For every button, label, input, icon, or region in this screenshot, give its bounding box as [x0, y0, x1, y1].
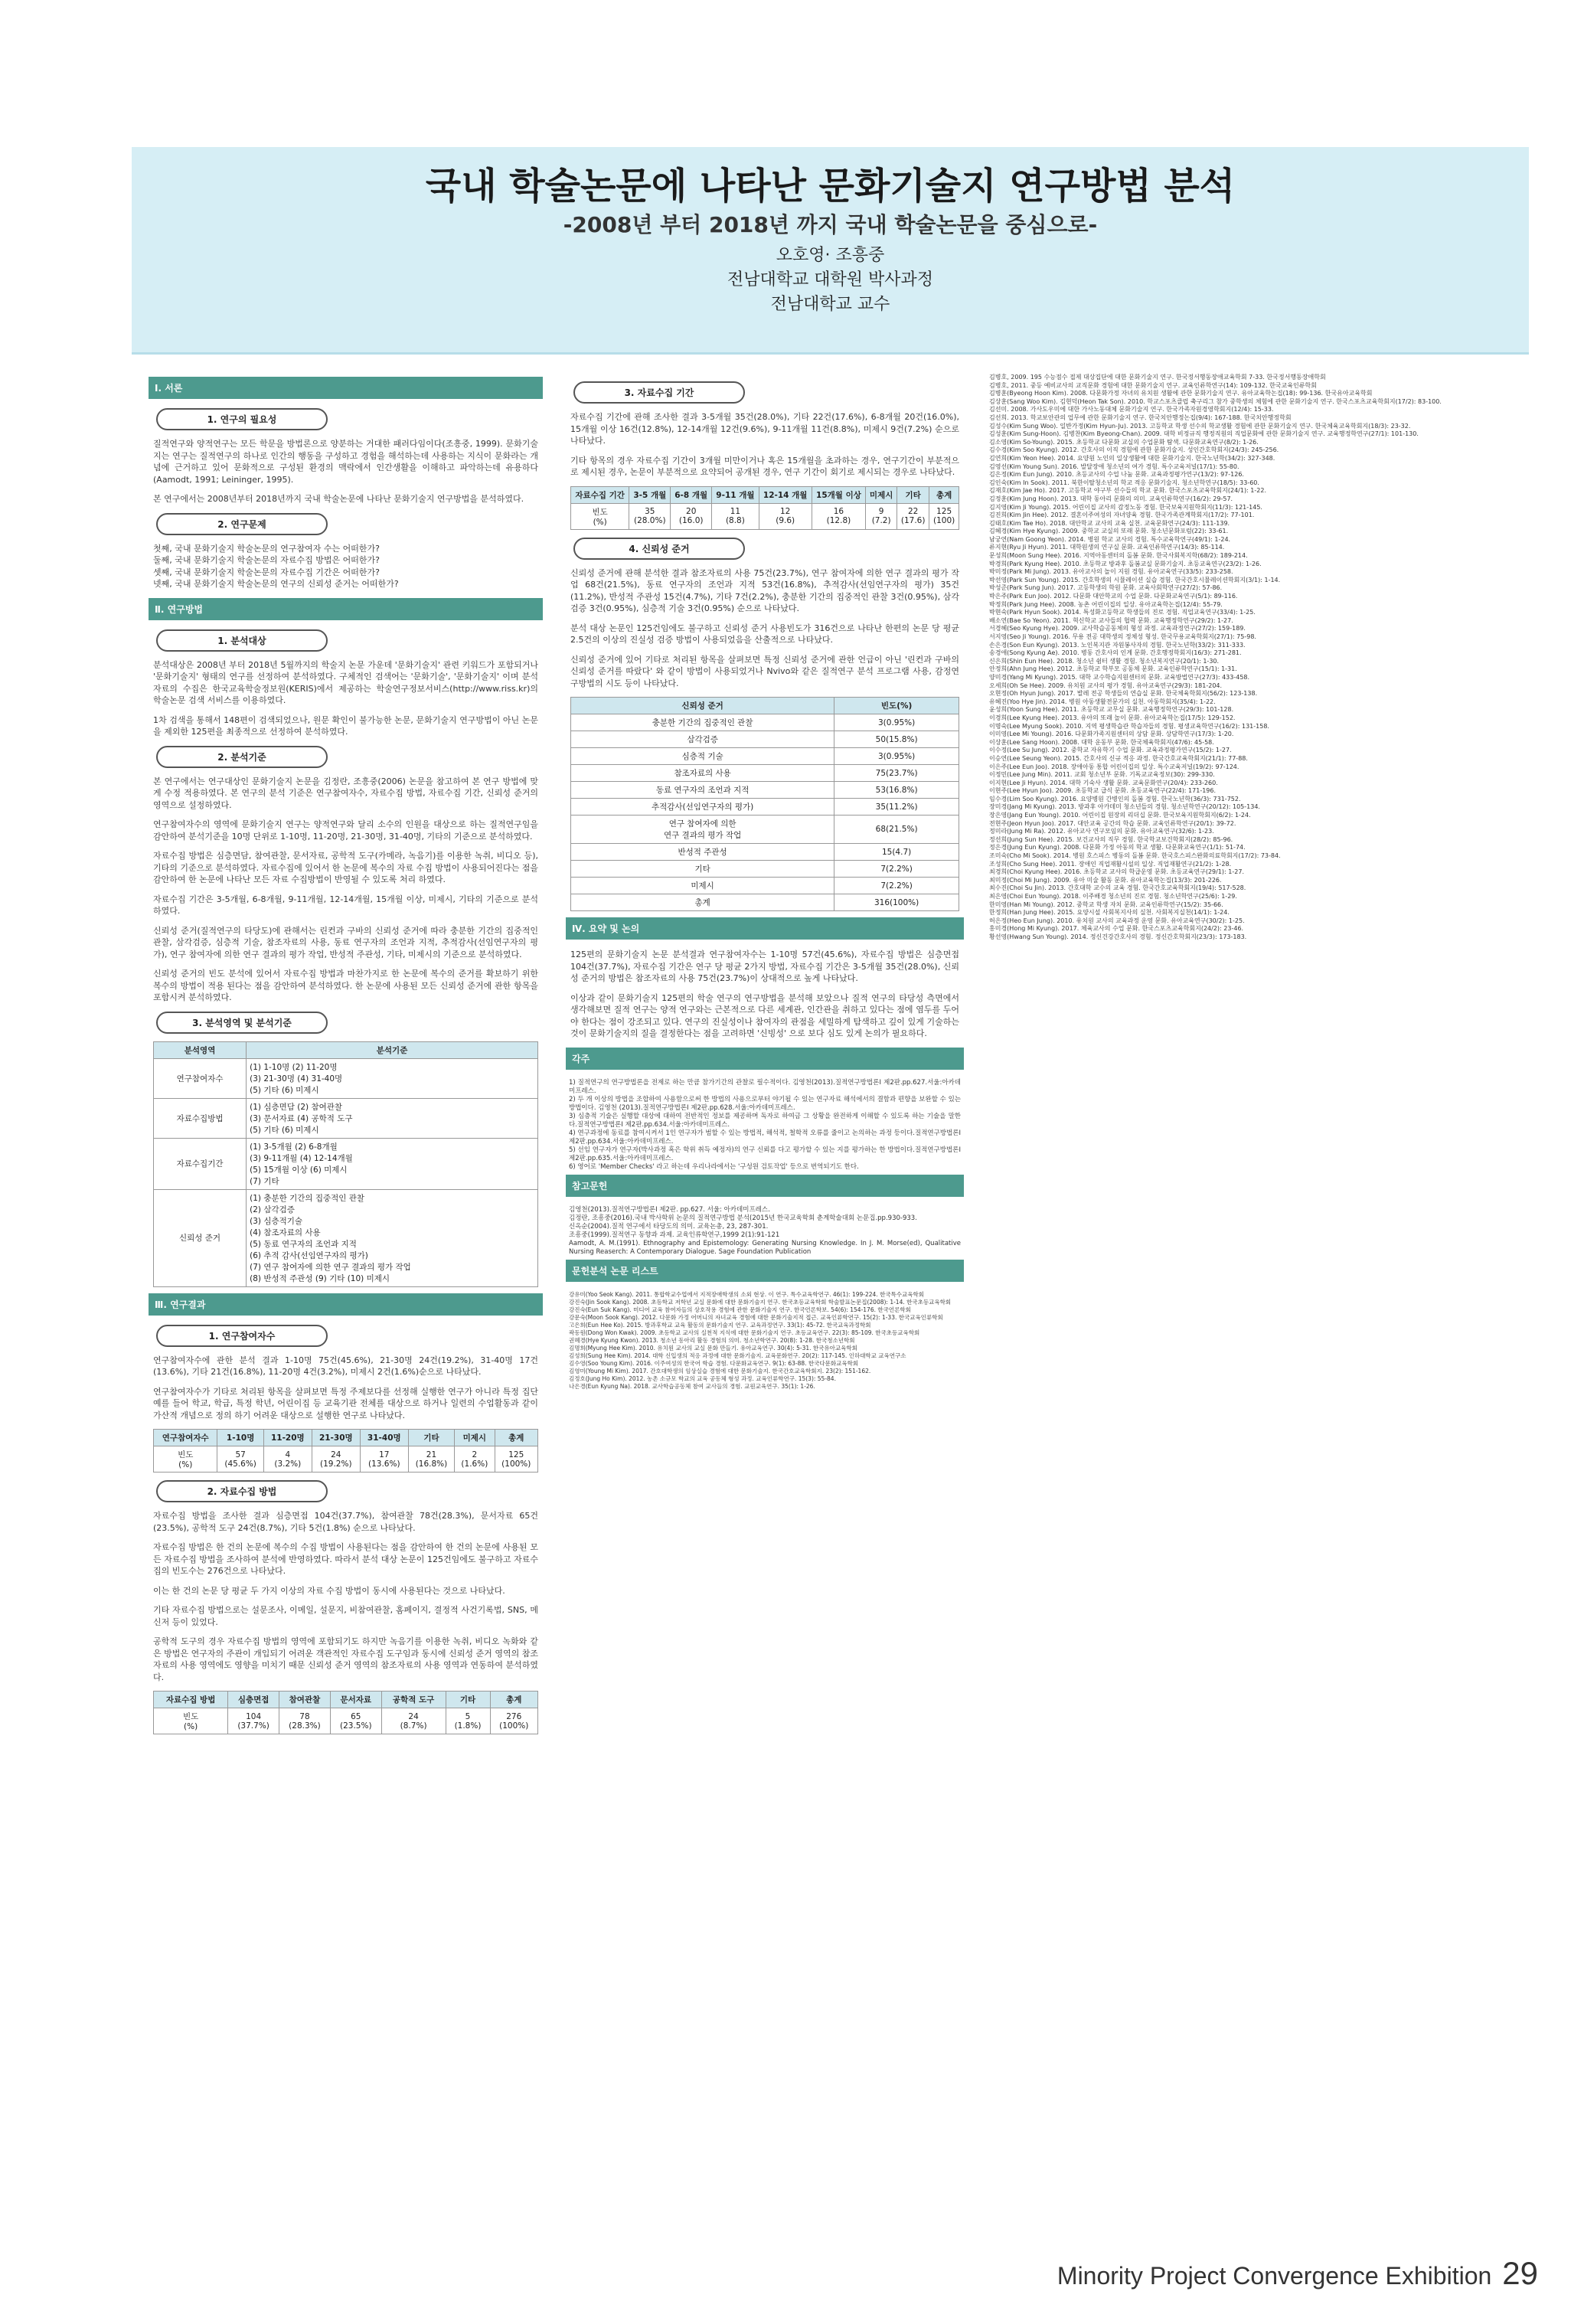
table-header: 문서자료 — [330, 1692, 381, 1708]
trustworthiness-table-wrap — [570, 697, 959, 911]
subsection-heading: 2. 자료수집 방법 — [156, 1480, 328, 1502]
table-cell: 7(2.2%) — [834, 878, 959, 894]
table-header: 미제시 — [866, 486, 897, 503]
poster-header — [132, 147, 1529, 355]
table-cell: 125 (100%) — [495, 1446, 537, 1473]
table-cell: 3(0.95%) — [834, 714, 959, 731]
page-number: 29 — [1502, 2255, 1538, 2291]
table-cell: 빈도 (%) — [154, 1708, 228, 1734]
table-cell: 3(0.95%) — [834, 748, 959, 765]
table-header: 공학적 도구 — [381, 1692, 446, 1708]
table-row — [571, 782, 959, 799]
subsection-heading: 2. 연구문제 — [156, 513, 328, 535]
table-row — [571, 894, 959, 911]
author-block — [132, 244, 1529, 317]
table-row — [154, 1708, 538, 1734]
paragraph: 분석 대상 논문인 125건임에도 불구하고 신뢰성 준거 사용빈도가 316건으로 나타난 한편의 논문 당 평균 2.5건의 이상의 진실성 검증 방법이 사용되었음을 산출적으로 나타났다. — [570, 623, 959, 645]
table-cell: 추적감사(선임연구자의 평가) — [571, 799, 834, 816]
section-heading: 참고문헌 — [566, 1175, 964, 1197]
table-header: 기타 — [408, 1430, 454, 1446]
table-cell: 7(2.2%) — [834, 861, 959, 878]
poster — [132, 147, 1529, 2241]
table-header: 총계 — [495, 1430, 537, 1446]
table-cell: 2 (1.6%) — [455, 1446, 495, 1473]
table-row — [571, 799, 959, 816]
table-cell: 자료수집기간 — [154, 1138, 247, 1189]
paragraph: 신뢰성 준거에 있어 기타로 처리된 항목을 살펴보면 특정 신뢰성 준거에 관한 언급이 아닌 '린컨과 구바의 신뢰성 준거를 따랐다' 와 같이 방법이 사용되었거나 Nvivo와 같은 질적연구 분석 프로그램 사용, 감정연구방법의 시도 등이 나타났다. — [570, 654, 959, 688]
table-cell: 9 (7.2) — [866, 503, 897, 529]
participants-table — [153, 1429, 538, 1473]
table-row — [571, 503, 959, 529]
table-cell: (1) 충분한 기간의 집중적인 관찰 (2) 삼각검증 (3) 심층적기술 (4) 참조자료의 사용 (5) 동료 연구자의 조언과 지적 (6) 추적 감사(선임연구자의 평가) (7) 연구 참여자에 의한 연구 결과의 평가 작업 (8) 반성적 주관성 (9) 기타 (10) 미제시 — [247, 1189, 538, 1286]
table-cell: 자료수집방법 — [154, 1098, 247, 1138]
trustworthiness-table — [570, 697, 959, 911]
table-row — [154, 1430, 538, 1446]
paragraph: 신뢰성 준거(질적연구의 타당도)에 관해서는 린컨과 구바의 신뢰성 준거에 따라 충분한 기간의 집중적인 관찰, 삼각검증, 심층적 기술, 참조자료의 사용, 동료 연구자의 조언과 지적, 추적감사(선임연구자의 평가), 연구 참여자에 의한 연구 결과의 평가 작업, 반성적 주관성, 기타, 미제시의 기준으로 분석하였다. — [153, 925, 538, 959]
table-header: 미제시 — [455, 1430, 495, 1446]
references: 김영천(2013).질적연구방법론Ⅰ 제2판. pp.627. 서울: 아카데미프레스. 김정란, 조흥중(2016).국내 박사학위 논문의 질적연구방법 분석(2015년 한국교육학회 춘계학술대회 논문집.pp.930-933. 신옥순(2004).질적 연구에서 타당도의 의미. 교육논총, 23, 287-301. 조흥중(1999).질적연구 동향과 과제. 교육인류학연구,1999 2(1):91-121 Aamodt, A. M.(1991). Ethnography and Epistemology: Generating Nursing Knowledge. In J. M. Morse(ed), Qualitative Nursing Reaserch: A Contemporary Dialogue. Sage Foundation Publication — [569, 1205, 961, 1256]
table-cell: 125 (100) — [929, 503, 959, 529]
table-cell: 316(100%) — [834, 894, 959, 911]
table-cell: 12 (9.6) — [759, 503, 812, 529]
table-cell: 빈도 (%) — [154, 1446, 217, 1473]
table-header: 15개월 이상 — [812, 486, 865, 503]
table-cell: 충분한 기간의 집중적인 관찰 — [571, 714, 834, 731]
table-cell: 21 (16.8%) — [408, 1446, 454, 1473]
table-row — [154, 1692, 538, 1708]
paragraph: 질적연구와 양적연구는 모든 학문을 방법론으로 양분하는 거대한 패러다임이다(조흥중, 1999). 문화기술지는 연구는 질적연구의 하나로 인간의 행동을 구성하고 경험을 해석하는데 사용하는 지식이 문화라는 개념에 근거하고 있어 문화적으로 구성된 환경의 맥락에서 인간생활을 이해하고 파악하는데 유용하다(Aamodt, 1991; Leininger, 1995). — [153, 439, 538, 485]
table-cell: 35(11.2%) — [834, 799, 959, 816]
table-cell: 연구참여자수 — [154, 1058, 247, 1098]
table-cell: 104 (37.7%) — [228, 1708, 279, 1734]
table-header: 기타 — [897, 486, 929, 503]
collection-method-table-wrap — [153, 1691, 538, 1734]
table-cell: 미제시 — [571, 878, 834, 894]
section-heading: Ⅱ. 연구방법 — [149, 598, 543, 620]
table-header: 3-5 개월 — [629, 486, 671, 503]
table-cell: 동료 연구자의 조언과 지적 — [571, 782, 834, 799]
table-header: 자료수집 기간 — [571, 486, 629, 503]
table-cell: (1) 1-10명 (2) 11-20명 (3) 21-30명 (4) 31-40명 (5) 기타 (6) 미제시 — [247, 1058, 538, 1098]
section-heading: 문헌분석 논문 리스트 — [566, 1260, 964, 1282]
table-cell: 5 (1.8%) — [446, 1708, 490, 1734]
collection-period-table — [570, 486, 959, 530]
subsection-heading: 1. 연구의 필요성 — [156, 408, 328, 430]
paragraph: 연구참여자수에 관한 분석 결과 1-10명 75건(45.6%), 21-30명 24건(19.2%), 31-40명 17건(13.6%), 기타 21건(16.8%), 11-20명 4건(3.2%), 미제시 2건(1.6%)순으로 나타났다. — [153, 1355, 538, 1377]
table-header: 빈도(%) — [834, 698, 959, 714]
table-row — [154, 1098, 538, 1138]
table-cell: 53(16.8%) — [834, 782, 959, 799]
table-cell: 276 (100%) — [490, 1708, 538, 1734]
subsection-heading: 1. 분석대상 — [156, 629, 328, 652]
table-header: 총계 — [929, 486, 959, 503]
paragraph: 자료수집 기간은 3-5개월, 6-8개월, 9-11개월, 12-14개월, 15개월 이상, 미제시, 기타의 기준으로 분석하였다. — [153, 894, 538, 916]
section-heading: Ⅳ. 요약 및 논의 — [566, 917, 964, 940]
table-header: 12-14 개월 — [759, 486, 812, 503]
table-row — [571, 731, 959, 748]
table-header: 참여관찰 — [279, 1692, 331, 1708]
table-row — [571, 861, 959, 878]
table-cell: 삼각검증 — [571, 731, 834, 748]
table-header: 1-10명 — [217, 1430, 263, 1446]
subsection-heading: 1. 연구참여자수 — [156, 1325, 328, 1347]
table-cell: 68(21.5%) — [834, 816, 959, 844]
table-row — [571, 765, 959, 782]
table-cell: 신뢰성 준거 — [154, 1189, 247, 1286]
analyzed-paper-list: 강유미(Yoo Seok Kang). 2011. 통합학교수업에서 지적장애학생의 소외 현상. 이 연구. 특수교육학연구. 46(1): 199-224. 한국특수교육학회 강진숙(Jin Sook Kang). 2008. 초등학교 저학년 교실 문화에 대한 문화기술지 연구. 한국초등교육학회 학술발표논문집(2008): 1-14. 한국초등교육학회 강진숙(Eun Suk Kang). 미디어 교육 참여자들의 상호작용 경험에 관한 문화기술지 연구. 한국언론학보. 54(6): 154-176. 한국언론학회 강문숙(Moon Sook Kang). 2012. 다문화 가정 어머니의 자녀교육 경험에 대한 문화기술지적 접근. 교육인류학연구. 15(2): 1-33. 한국교육인류학회 고은희(Eun Hee Ko). 2015. 방과후학교 교육 활동의 문화기술지 연구. 교육과정연구. 33(1): 45-72. 한국교육과정학회 곽동원(Dong Won Kwak). 2009. 초등학교 교사의 실천적 지식에 대한 문화기술지 연구. 초등교육연구. 22(3): 85-109. 한국초등교육학회 권혜경(Hye Kyung Kwon). 2013. 청소년 동아리 활동 경험의 의미. 청소년학연구. 20(8): 1-28. 한국청소년학회 김명희(Myung Hee Kim). 2010. 유치원 교사의 교실 문화 만들기. 유아교육연구. 30(4): 5-31. 한국유아교육학회 김성희(Sung Hee Kim). 2014. 대학 신입생의 적응 과정에 대한 문화기술지. 교육문화연구. 20(2): 117-145. 인하대학교 교육연구소 김수영(Soo Young Kim). 2016. 이주여성의 한국어 학습 경험. 다문화교육연구. 9(1): 63-88. 한국다문화교육학회 김영미(Young Mi Kim). 2017. 간호대학생의 임상실습 경험에 대한 문화기술지. 한국간호교육학회지. 23(2): 151-162. 김정호(Jung Ho Kim). 2012. 농촌 소규모 학교의 교육 공동체 형성 과정. 교육인류학연구. 15(3): 55-84. 나은경(Eun Kyung Na). 2018. 교사학습공동체 참여 교사들의 경험. 교원교육연구. 35(1): 1-26. — [569, 1290, 952, 1390]
paragraph: 자료수집 방법은 심층면담, 참여관찰, 문서자료, 공학적 도구(카메라, 녹음기)를 이용한 녹취, 비디오 등), 기타의 기준으로 분석하였다. 자료수집에 있어서 한 논문에 복수의 자료 수집 방법이 사용되어진다는 점을 감안하여 한 논문에 나타난 모든 자료 수집방법이 반영될 수 있도록 처리 하였다. — [153, 851, 538, 884]
analysis-criteria-table-wrap — [153, 1041, 538, 1287]
table-header: 자료수집 방법 — [154, 1692, 228, 1708]
paragraph: 125편의 문화기술지 논문 분석결과 연구참여자수는 1-10명 57건(45.6%), 자료수집 방법은 심층면접 104건(37.7%), 자료수집 기간은 연구 당 평균 2가지 방법, 자료수집 기간은 3-5개월 35건(28.0%), 신뢰성 준거의 방법은 참조자료의 사용 75건(23.7%)이 상대적으로 높게 나타났다. — [570, 950, 959, 983]
table-header: 총계 — [490, 1692, 538, 1708]
table-cell: 24 (19.2%) — [312, 1446, 360, 1473]
table-header: 6-8 개월 — [671, 486, 712, 503]
table-cell: 반성적 주관성 — [571, 844, 834, 861]
table-cell: 24 (8.7%) — [381, 1708, 446, 1734]
table-row — [154, 1058, 538, 1098]
table-cell: 기타 — [571, 861, 834, 878]
affiliation-2: 전남대학교 교수 — [770, 295, 890, 314]
affiliation-1: 전남대학교 대학원 박사과정 — [727, 270, 933, 289]
table-cell: 78 (28.3%) — [279, 1708, 331, 1734]
table-row — [571, 878, 959, 894]
paragraph: 본 연구에서는 2008년부터 2018년까지 국내 학술논문에 나타난 문화기술지 연구방법을 분석하였다. — [153, 494, 524, 504]
column-3 — [989, 374, 1494, 942]
subsection-heading: 3. 분석영역 및 분석기준 — [156, 1012, 328, 1034]
paragraph: 자료수집 기간에 관해 조사한 결과 3-5개월 35건(28.0%), 기타 22건(17.6%), 6-8개월 20건(16.0%), 15개월 이상 16건(12.8%), 12-14개월 12건(9.6%), 9-11개월 11건(8.8%), 미제시 9건(7.2%) 순으로 나타났다. — [570, 412, 959, 446]
table-row — [154, 1189, 538, 1286]
table-cell: 빈도 (%) — [571, 503, 629, 529]
paragraph: 분석대상은 2008년 부터 2018년 5월까지의 학술지 논문 가운데 '문화기술지' 관련 키워드가 포함되거나 '문화기술지' 형태의 연구를 선정하여 분석하였다. 구체적인 검색어는 '문화기술', '문화기술지' 이며 분석 자료의 수집은 한국교육학술정보원(KERIS)에서 제공하는 학술연구정보서비스(http://www.riss.kr)의 학술논문 검색 서비스를 이용하였다. — [153, 659, 538, 705]
footnotes: 1) 질적연구의 연구방법론을 전제로 하는 만큼 참가기간의 관찰로 필수적이다. 김영천(2013).질적연구방법론Ⅰ 제2판.pp.627.서울:아카데미프레스. 2) 두 개 이상의 방법을 조합하여 사용함으로써 한 방법의 사용으로부터 야기될 수 있는 연구자료 해석에서의 결함과 편향을 보완할 수 있는 방법이다. 김영천 (2013).질적연구방법론Ⅰ 제2판.pp.628.서울:아카데미프레스. 3) 심층적 기술은 실행할 대상에 대하여 전반적인 정보를 제공하며 독자로 하여금 그 상황을 완전하게 이해할 수 있도록 하는 기술을 말한다.질적연구방법론Ⅰ 제2판.pp.634.서울:아카데미프레스. 4) 연구과정에 동료를 참여시켜서 1인 연구자가 범할 수 있는 방법적, 해석적, 철학적 오류를 줄이고 논의하는 과정 등이다.질적연구방법론Ⅰ 제2판.pp.634.서울:아카데미프레스. 5) 선임 연구자가 연구자(박사과정 혹은 학위 취득 예정자)의 연구 신뢰를 다고 평가할 수 있는 지를 평가하는 한 방법이다.질적연구방법론Ⅰ 제2판.pp.635.서울:아카데미프레스. 6) 영어로 'Member Checks' 라고 하는데 우리나라에서는 '구성원 검토작업' 등으로 번역되기도 한다. — [569, 1078, 961, 1171]
table-header: 신뢰성 준거 — [571, 698, 834, 714]
table-cell: 연구 참여자에 의한 연구 결과의 평가 작업 — [571, 816, 834, 844]
table-row — [571, 816, 959, 844]
table-cell: 참조자료의 사용 — [571, 765, 834, 782]
table-cell: 16 (12.8) — [812, 503, 865, 529]
table-cell: 17 (13.6%) — [360, 1446, 408, 1473]
paragraph: 기타 자료수집 방법으로는 설문조사, 이메일, 설문지, 비참여관찰, 홈페이지, 결정적 사건기록법, SNS, 메신저 등이 있었다. — [153, 1605, 538, 1627]
collection-period-table-wrap — [570, 486, 959, 530]
table-cell: 50(15.8%) — [834, 731, 959, 748]
table-header: 분석기준 — [247, 1041, 538, 1058]
poster-subtitle: -2008년 부터 2018년 까지 국내 학술논문을 중심으로- — [563, 212, 1098, 237]
table-cell: 15(4.7) — [834, 844, 959, 861]
author-names: 오호영· 조흥중 — [776, 246, 885, 265]
research-questions: 첫째, 국내 문화기술지 학술논문의 연구참여자 수는 어떠한가? 둘째, 국내 문화기술지 학술논문의 자료수집 방법은 어떠한가? 셋째, 국내 문화기술지 학술논문의 자료수집 기간은 어떠한가? 넷째, 국내 문화기술지 학술논문의 연구의 신뢰성 준거는 어떠한가? — [153, 543, 399, 589]
analyzed-paper-list-continued: 김병호, 2009. 195 수능점수 접제 대상집단에 대한 문화기술지 연구. 한국정서행동장애교육학회 7-33. 한국정서행동장애학회 김병호, 2011. 중등 예비교사의 교직문화 경험에 대한 문화기술지 연구. 교육인류학연구(14): 109-132. 한국교육인류학회 김병훈(Byeong Hoon Kim). 2008. 다문화가정 자녀의 유치원 생활에 관한 문화기술지 연구. 유아교육학논집(18): 99-136. 한국유아교육학회 김상훈(Sang Woo Kim). 김현덕(Heon Tak Son). 2010. 학교스포츠클럽 축구리그 참가 중학생의 체험에 관한 문화기술지 연구. 한국스포츠교육학회지(17/2): 83-100. 김선미. 2008. 가사도우미에 대한 가사노동대체 문화기술지 연구. 한국가족자원경영학회지(12/4): 15-33. 김선희. 2013. 학교보안관의 업무에 관한 문화기술지 연구. 한국치안행정논집(9/4): 167-188. 한국치안행정학회 김성수(Kim Sung Woo). 일반가정(Kim Hyun-Ju). 2013. 고등학교 학생 선수의 학교생활 경험에 관한 문화기술지 연구. 한국체육교육학회지(18/3): 23-32. 김성훈(Kim Sung-Hoon). 김병찬(Kim Byeong-Chan). 2009. 대학 비정규직 행정직원의 직업문화에 관한 문화기술지 연구. 교육행정학연구(27/1): 101-130. 김소영(Kim So-Young). 2015. 초등학교 다문화 교실의 수업문화 탐색. 다문화교육연구(8/2): 1-26. 김수경(Kim Soo Kyung). 2012. 간호사의 이직 경험에 관한 문화기술지. 성인간호학회지(24/3): 245-256. 김연희(Kim Yeon Hee). 2014. 요양원 노인의 일상생활에 대한 문화기술지. 한국노년학(34/2): 327-348. 김영선(Kim Young Sun). 2016. 발달장애 청소년의 여가 경험. 특수교육저널(17/1): 55-80. 김은정(Kim Eun Jung). 2010. 초등교사의 수업 나눔 문화. 교육과정평가연구(13/2): 97-126. 김인숙(Kim In Sook). 2011. 북한이탈청소년의 학교 적응 문화기술지. 청소년학연구(18/5): 33-60. 김재호(Kim Jae Ho). 2017. 고등학교 야구부 선수들의 학교 문화. 한국스포츠교육학회지(24/1): 1-22. 김정훈(Kim Jung Hoon). 2013. 대학 동아리 문화의 의미. 교육인류학연구(16/2): 29-57. 김지영(Kim Ji Young). 2015. 어린이집 교사의 감정노동 경험. 한국보육지원학회지(11/3): 121-145. 김진희(Kim Jin Hee). 2012. 결혼이주여성의 자녀양육 경험. 한국가족관계학회지(17/2): 77-101. 김태호(Kim Tae Ho). 2018. 대안학교 교사의 교육 실천. 교육문화연구(24/3): 111-139. 김혜경(Kim Hye Kyung). 2009. 중학교 교실의 또래 문화. 청소년문화포럼(22): 33-61. 남궁연(Nam Goong Yeon). 2014. 병원 학교 교사의 경험. 특수교육학연구(49/1): 1-24. 류지현(Ryu Ji Hyun). 2011. 대학원생의 연구실 문화. 교육인류학연구(14/3): 85-114. 문성희(Moon Sung Hee). 2016. 지역아동센터의 돌봄 문화. 한국사회복지학(68/2): 189-214. 박경희(Park Kyung Hee). 2010. 초등학교 방과후 돌봄교실 문화기술지. 초등교육연구(23/2): 1-26. 박미정(Park Mi Jung). 2013. 유아교사의 놀이 지원 경험. 유아교육연구(33/5): 233-258. 박선영(Park Sun Young). 2015. 간호학생의 시뮬레이션 실습 경험. 한국간호시뮬레이션학회지(3/1): 1-14. 박성준(Park Sung Jun). 2017. 고등학생의 학원 문화. 교육사회학연구(27/2): 57-86. 박은주(Park Eun Joo). 2012. 다문화 대안학교의 수업 문화. 다문화교육연구(5/1): 89-116. 박정희(Park Jung Hee). 2008. 농촌 어린이집의 일상. 유아교육학논집(12/4): 55-79. 박현숙(Park Hyun Sook). 2014. 특성화고등학교 학생들의 진로 경험. 직업교육연구(33/4): 1-25. 배소연(Bae So Yeon). 2011. 혁신학교 교사들의 협력 문화. 교육행정학연구(29/2): 1-27. 서경혜(Seo Kyung Hye). 2009. 교사학습공동체의 형성 과정. 교육과정연구(27/2): 159-189. 서지영(Seo Ji Young). 2016. 무용 전공 대학생의 정체성 형성. 한국무용교육학회지(27/1): 75-98. 손은경(Son Eun Kyung). 2013. 노인복지관 자원봉사자의 경험. 한국노년학(33/2): 311-333. 송경애(Song Kyung Ae). 2010. 병동 간호사의 인계 문화. 간호행정학회지(16/3): 271-281. 신은희(Shin Eun Hee). 2018. 청소년 쉼터 생활 경험. 청소년복지연구(20/1): 1-30. 안정희(Ahn Jung Hee). 2012. 초등학교 학부모 공동체 문화. 교육인류학연구(15/1): 1-31. 양미경(Yang Mi Kyung). 2015. 대학 교수학습지원센터의 문화. 교육방법연구(27/3): 433-458. 오세희(Oh Se Hee). 2009. 유치원 교사의 평가 경험. 유아교육연구(29/3): 181-204. 오현정(Oh Hyun Jung). 2017. 발레 전공 학생들의 연습실 문화. 한국체육학회지(56/2): 123-138. 유혜진(Yoo Hye Jin). 2014. 병원 아동생활전문가의 실천. 아동학회지(35/4): 1-22. 윤성희(Yoon Sung Hee). 2011. 초등학교 교무실 문화. 교육행정학연구(29/3): 101-128. 이경희(Lee Kyung Hee). 2013. 유아의 또래 놀이 문화. 유아교육학논집(17/5): 129-152. 이명숙(Lee Myung Sook). 2010. 지역 평생학습관 학습자들의 경험. 평생교육학연구(16/2): 131-158. 이미영(Lee Mi Young). 2016. 다문화가족지원센터의 상담 문화. 상담학연구(17/3): 1-20. 이상훈(Lee Sang Hoon). 2008. 대학 운동부 문화. 한국체육학회지(47/6): 45-58. 이수정(Lee Su Jung). 2012. 중학교 자유학기 수업 문화. 교육과정평가연구(15/2): 1-27. 이승연(Lee Seung Yeon). 2015. 간호사의 신규 적응 과정. 한국간호교육학회지(21/1): 77-88. 이은주(Lee Eun Joo). 2018. 장애아동 통합 어린이집의 일상. 특수교육저널(19/2): 97-124. 이정민(Lee Jung Min). 2011. 교회 청소년부 문화. 기독교교육정보(30): 299-330. 이지현(Lee Ji Hyun). 2014. 대학 기숙사 생활 문화. 교육문화연구(20/4): 233-260. 이현주(Lee Hyun Joo). 2009. 초등학교 급식 문화. 초등교육연구(22/4): 171-196. 임수경(Lim Soo Kyung). 2016. 요양병원 간병인의 돌봄 경험. 한국노년학(36/3): 731-752. 장미경(Jang Mi Kyung). 2013. 방과후 아카데미 청소년들의 경험. 청소년학연구(20/12): 105-134. 장은영(Jang Eun Young). 2010. 어린이집 원장의 리더십 문화. 한국보육지원학회지(6/2): 1-24. 전현주(Jeon Hyun Joo). 2017. 대안교육 공간의 학습 문화. 교육인류학연구(20/1): 39-72. 정미라(Jung Mi Ra). 2012. 유아교사 연구모임의 문화. 유아교육연구(32/6): 1-23. 정선희(Jung Sun Hee). 2015. 보건교사의 직무 경험. 한국학교보건학회지(28/2): 85-96. 정은경(Jung Eun Kyung). 2008. 다문화 가정 아동의 학교 생활. 다문화교육연구(1/1): 51-74. 조미숙(Cho Mi Sook). 2014. 병원 호스피스 병동의 돌봄 문화. 한국호스피스완화의료학회지(17/2): 73-84. 조성희(Cho Sung Hee). 2011. 장애인 직업재활시설의 일상. 직업재활연구(21/2): 1-28. 최경희(Choi Kyung Hee). 2016. 초등학교 교사의 학급운영 문화. 초등교육연구(29/1): 1-27. 최미정(Choi Mi Jung). 2009. 유아 미술 활동 문화. 유아교육학논집(13/3): 201-226. 최수진(Choi Su Jin). 2013. 간호대학 교수의 교육 경험. 한국간호교육학회지(19/4): 517-528. 최은영(Choi Eun Young). 2018. 이주배경 청소년의 진로 경험. 청소년학연구(25/6): 1-29. 한미영(Han Mi Young). 2012. 중학교 학생 자치 문화. 교육인류학연구(15/2): 35-66. 한정희(Han Jung Hee). 2015. 요양시설 사회복지사의 실천. 사회복지실천(14/1): 1-24. 허은정(Heo Eun Jung). 2010. 유치원 교사의 교육과정 운영 문화. 유아교육연구(30/2): 1-25. 홍미경(Hong Mi Kyung). 2017. 체육교사의 수업 문화. 한국스포츠교육학회지(24/2): 23-46. 황선영(Hwang Sun Young). 2014. 정신건강간호사의 경험. 정신간호학회지(23/3): 173-183. — [989, 374, 1442, 940]
table-cell: 35 (28.0%) — [629, 503, 671, 529]
paragraph: 본 연구에서는 연구대상인 문화기술지 논문을 김정란, 조흥중(2006) 논문을 참고하여 본 연구 방법에 맞게 수정 적용하였다. 본 연구의 분석 기준은 연구참여자수, 자료수집 방법, 자료수집 기간, 신뢰성 준거의 영역으로 설정하였다. — [153, 776, 538, 810]
column-2 — [566, 374, 964, 1394]
footer-text: Minority Project Convergence Exhibition — [1057, 2262, 1492, 2290]
paragraph: 신뢰성 준거에 관해 분석한 결과 참조자료의 사용 75건(23.7%), 연구 참여자에 의한 연구 결과의 평가 작업 68건(21.5%), 동료 연구자의 조언과 지적 53건(16.8%), 추적감사(선임연구자의 평가) 35건(11.2%), 반성적 주관성 15건(4.7%), 기타 7건(2.2%), 충분한 기간의 집중적인 관찰 3건(0.95%), 삼각검증 3건(0.95%), 심층적 기술 3건(0.95%) 순으로 나타났다. — [570, 567, 959, 613]
table-row — [571, 748, 959, 765]
section-heading: Ⅰ. 서론 — [149, 377, 543, 399]
table-header: 심층면접 — [228, 1692, 279, 1708]
table-row — [571, 714, 959, 731]
table-cell: 총계 — [571, 894, 834, 911]
subsection-heading: 3. 자료수집 기간 — [573, 381, 745, 404]
paragraph: 기타 항목의 경우 자료수집 기간이 3개월 미만이거나 혹은 15개월을 초과하는 경우, 연구기간이 부분적으로 제시된 경우, 논문이 부분적으로 요약되어 공개된 경우, 연구 기간이 회기로 제시되는 경우로 나타났다. — [570, 455, 959, 477]
table-header: 11-20명 — [263, 1430, 312, 1446]
table-cell: (1) 3-5개월 (2) 6-8개월 (3) 9-11개월 (4) 12-14개월 (5) 15개월 이상 (6) 미제시 (7) 기타 — [247, 1138, 538, 1189]
table-header: 31-40명 — [360, 1430, 408, 1446]
table-cell: 75(23.7%) — [834, 765, 959, 782]
paragraph: 이상과 같이 문화기술지 125편의 학술 연구의 연구방법을 분석해 보았으나 질적 연구의 타당성 측면에서 생각해보면 질적 연구는 양적 연구와는 근본적으로 다른 세계관, 인간관을 취하고 있다는 점에 염두를 두어야 한다는 점이 강조되고 있다. 연구의 진실성이나 참여자의 관점을 세밀하게 탐색하고 깊이 있게 기술하는 것이 문화기술지의 질을 결정한다는 점을 고려하면 '신빙성' 으로 보다 심도 있게 논의가 필요하다. — [570, 992, 959, 1038]
table-cell: 22 (17.6) — [897, 503, 929, 529]
paragraph: 신뢰성 준거의 빈도 분석에 있어서 자료수집 방법과 마찬가지로 한 논문에 복수의 준거를 확보하기 위한 복수의 방법이 적용 된다는 점을 감안하여 분석하였다. 한 논문에 사용된 모든 신뢰성 준거에 관한 항목을 포함시켜 분석하였다. — [153, 969, 538, 1002]
column-1 — [149, 374, 543, 1741]
subsection-heading: 2. 분석기준 — [156, 746, 328, 768]
table-cell: 11 (8.8) — [712, 503, 759, 529]
table-cell: 20 (16.0) — [671, 503, 712, 529]
table-row — [154, 1446, 538, 1473]
analysis-criteria-table — [153, 1041, 538, 1287]
participants-table-wrap — [153, 1429, 538, 1473]
paragraph: 공학적 도구의 경우 자료수집 방법의 영역에 포함되기도 하지만 녹음기를 이용한 녹취, 비디오 녹화와 같은 방법은 연구자의 주관이 개입되기 어려운 객관적인 자료수집 도구임과 동시에 신뢰성 준거 영역의 참조자료의 사용 영역에도 영향을 미치기 때문 신뢰성 준거 영역의 참조자료의 사용 영역과 연동하여 분석하였다. — [153, 1636, 538, 1682]
paragraph: 연구참여자수의 영역에 문화기술지 연구는 양적연구와 달리 소수의 인원을 대상으로 하는 질적연구임을 감안하여 분석기준을 10명 단위로 1-10명, 11-20명, 21-30명, 31-40명, 기타의 기준으로 분석하였다. — [153, 819, 538, 842]
paragraph: 자료수집 방법을 조사한 결과 심층면접 104건(37.7%), 참여관찰 78건(28.3%), 문서자료 65건(23.5%), 공학적 도구 24건(8.7%), 기타 5건(1.8%) 순으로 나타났다. — [153, 1511, 538, 1533]
table-header: 분석영역 — [154, 1041, 247, 1058]
table-row — [154, 1138, 538, 1189]
paragraph: 이는 한 건의 논문 당 평균 두 가지 이상의 자료 수집 방법이 동시에 사용된다는 것으로 나타났다. — [153, 1585, 505, 1596]
table-header: 9-11 개월 — [712, 486, 759, 503]
subsection-heading: 4. 신뢰성 준거 — [573, 538, 745, 560]
table-header: 기타 — [446, 1692, 490, 1708]
table-row — [571, 486, 959, 503]
table-header: 21-30명 — [312, 1430, 360, 1446]
paragraph: 연구참여자수가 기타로 처리된 항목을 살펴보면 특정 주제보다를 선정해 실행한 연구가 아니라 특정 집단 예를 들어 학교, 학급, 특정 학년, 어린이집 등 교육기관 전체를 대상으로 하거나 일련의 수업활동과 같이 가산적 개념으로 정의 하기 어려운 대상으로 설행한 연구로 나타났다. — [153, 1386, 538, 1420]
table-cell: 4 (3.2%) — [263, 1446, 312, 1473]
table-cell: 심층적 기술 — [571, 748, 834, 765]
paragraph: 1차 검색을 통해서 148편이 검색되었으나, 원문 확인이 불가능한 논문, 문화기술지 연구방법이 아닌 논문을 제외한 125편을 최종적으로 선정하여 분석하였다. — [153, 714, 538, 737]
table-cell: 57 (45.6%) — [217, 1446, 263, 1473]
table-cell: 65 (23.5%) — [330, 1708, 381, 1734]
page-footer — [1057, 2255, 1538, 2292]
poster-title: 국내 학술논문에 나타난 문화기술지 연구방법 분석 — [425, 165, 1236, 208]
table-cell: (1) 심층면담 (2) 참여관찰 (3) 문서자료 (4) 공학적 도구 (5) 기타 (6) 미제시 — [247, 1098, 538, 1138]
section-heading: Ⅲ. 연구결과 — [149, 1293, 543, 1316]
table-header: 연구참여자수 — [154, 1430, 217, 1446]
table-row — [571, 844, 959, 861]
section-heading: 각주 — [566, 1048, 964, 1070]
paragraph: 자료수집 방법은 한 건의 논문에 복수의 수집 방법이 사용된다는 점을 감안하여 한 건의 논문에 사용된 모든 자료수집 방법을 조사하여 분석에 반영하였다. 따라서 분석 대상 논문이 125건임에도 불구하고 자료수집의 빈도수는 276건으로 나타났다. — [153, 1542, 538, 1576]
collection-method-table — [153, 1691, 538, 1734]
